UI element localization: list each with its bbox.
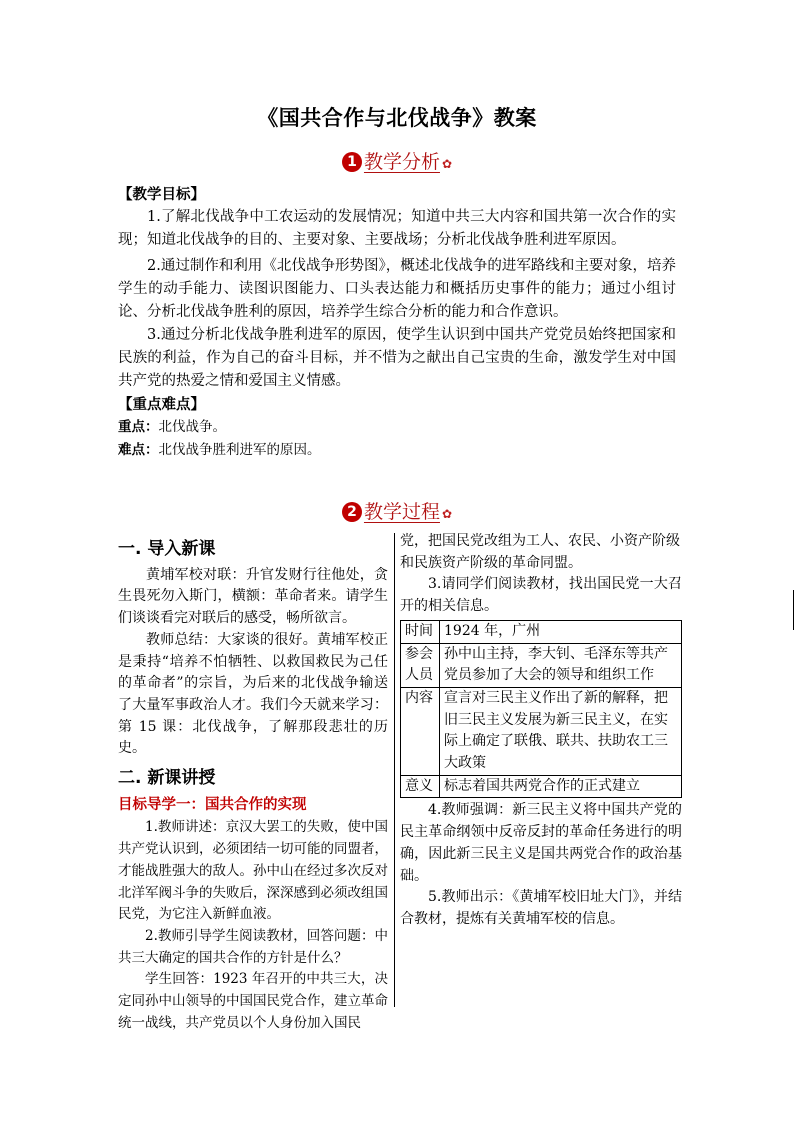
lesson-paragraph: 5.教师出示：《黄埔军校旧址大门》，并结合教材，提炼有关黄埔军校的信息。 — [400, 889, 682, 927]
section-heading-process — [0, 497, 794, 524]
keypoints-heading: 【重点难点】 — [118, 396, 205, 413]
keypoint-text: 北伐战争。 — [158, 419, 226, 435]
heading-new-lesson: 二. 新课讲授 — [118, 768, 216, 789]
difficulty-label: 难点： — [118, 442, 159, 458]
difficulty-text: 北伐战争胜利进军的原因。 — [158, 442, 321, 458]
objective-item: 1.了解北伐战争中工农运动的发展情况；知道中共三大内容和国共第一次合作的实现；知道北伐战争的目的、主要对象、主要战场；分析北伐战争胜利进军原因。 — [118, 209, 676, 248]
lesson-paragraph: 2.教师引导学生阅读教材，回答问题：中共三大确定的国共合作的方针是什么？ — [118, 927, 388, 966]
objectives-heading: 【教学目标】 — [118, 186, 205, 203]
lesson-paragraph: 3.请同学们阅读教材，找出国民党一大召开的相关信息。 — [400, 576, 682, 615]
column-divider — [394, 533, 395, 1007]
table-value: 孙中山主持，李大钊、毛泽东等共产党员参加了大会的领导和组织工作 — [440, 643, 682, 687]
table-row — [401, 643, 682, 687]
table-row — [401, 620, 682, 643]
objective-item: 3.通过分析北伐战争胜利进军的原因，使学生认识到中国共产党党员始终把国家和民族的利益，作为自己的奋斗目标，并不惜为之献出自己宝贵的生命，激发学生对中国共产党的热爱之情和爱国主义情感。 — [118, 327, 676, 389]
lesson-paragraph: 4.教师强调：新三民主义将中国共产党的民主革命纲领中反帝反封的革命任务进行的明确，因此新三民主义是国共两党合作的政治基础。 — [400, 802, 682, 884]
table-key: 意义 — [401, 775, 440, 798]
section-heading-label: 教学分析 — [363, 151, 440, 173]
flower-ornament-icon: ✿ — [441, 157, 453, 171]
heading-intro: 一. 导入新课 — [118, 539, 216, 559]
section-heading-label: 教学过程 — [363, 501, 440, 523]
table-row — [401, 775, 682, 798]
table-value: 1924 年，广州 — [440, 620, 682, 643]
page-title: 《国共合作与北伐战争》教案 — [257, 105, 537, 130]
flower-ornament-icon: ✿ — [441, 507, 453, 521]
keypoint-label: 重点： — [118, 419, 159, 435]
lesson-paragraph: 1.教师讲述：京汉大罢工的失败，使中国共产党认识到，必须团结一切可能的同盟者，才能战胜强大的敌人。孙中山在经过多次反对北洋军阀斗争的失败后，深深感到必须改组国民党，为它注入新鲜血液。 — [118, 819, 388, 923]
table-value: 标志着国共两党合作的正式建立 — [440, 775, 682, 798]
number-badge-icon: 1 — [342, 152, 362, 172]
lesson-paragraph: 学生回答：1923 年召开的中共三大，决定同孙中山领导的中国国民党合作，建立革命统一战线，共产党员以个人身份加入国民 — [118, 971, 388, 1031]
left-column — [118, 531, 388, 1034]
table-row — [401, 687, 682, 775]
section-heading-analysis — [0, 147, 794, 174]
right-column — [400, 531, 682, 931]
difficulty-line — [118, 439, 676, 462]
intro-paragraph: 教师总结：大家谈的很好。黄埔军校正是秉持“培养不怕牺牲、以救国救民为己任的革命者”的宗旨，为后来的北伐战争输送了大量军事政治人才。我们今天就来学习：第 15 课：北伐战争，了解那段悲壮的历史。 — [118, 631, 388, 757]
objective-item: 2.通过制作和利用《北伐战争形势图》，概述北伐战争的进军路线和主要对象，培养学生的动手能力、读图识图能力、口头表达能力和概括历史事件的能力；通过小组讨论、分析北伐战争胜利的原因，培养学生综合分析的能力和合作意识。 — [118, 258, 676, 320]
table-key: 时间 — [401, 620, 440, 643]
objectives-block — [118, 183, 676, 462]
goal-heading: 目标导学一：国共合作的实现 — [118, 795, 307, 813]
table-key: 内容 — [401, 687, 440, 775]
continued-paragraph: 党，把国民党改组为工人、农民、小资产阶级和民族资产阶级的革命同盟。 — [400, 533, 680, 571]
keypoint-line — [118, 416, 676, 439]
info-table — [400, 620, 682, 799]
table-value: 宣言对三民主义作出了新的解释，把旧三民主义发展为新三民主义，在实际上确定了联俄、联共、扶助农工三大政策 — [440, 687, 682, 775]
intro-paragraph: 黄埔军校对联：升官发财行往他处，贪生畏死勿入斯门，横额：革命者来。请学生们谈谈看完对联后的感受，畅所欲言。 — [118, 566, 388, 627]
table-key: 参会人员 — [401, 643, 440, 687]
number-badge-icon: 2 — [342, 502, 362, 522]
